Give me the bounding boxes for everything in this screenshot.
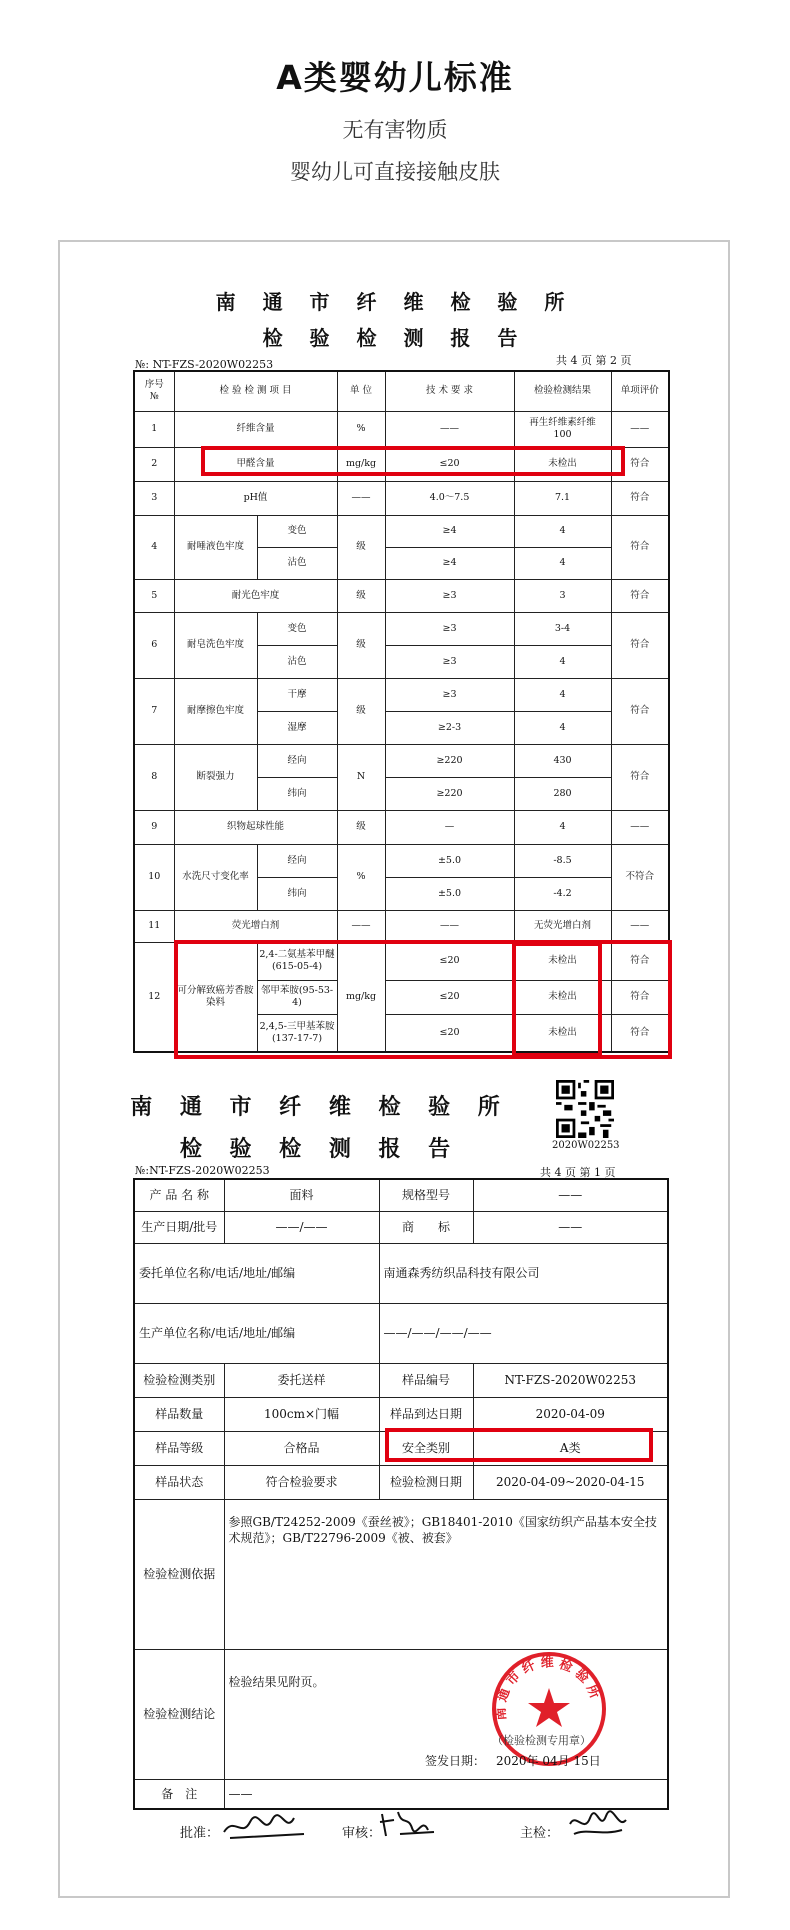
table-row <box>134 678 669 711</box>
row-unit: % <box>337 844 385 910</box>
row-req: ±5.0 <box>385 844 514 877</box>
field-label: 检验检测依据 <box>134 1499 224 1649</box>
row-unit: 级 <box>337 579 385 612</box>
approver-signature <box>220 1808 310 1842</box>
row-eval: 符合 <box>611 612 669 678</box>
row-unit: 级 <box>337 612 385 678</box>
row-subitem: 变色 <box>257 515 337 547</box>
row-result: 430 <box>514 744 611 777</box>
row-subitem: 湿摩 <box>257 711 337 744</box>
report1-org: 南 通 市 纤 维 检 验 所 <box>130 1094 510 1120</box>
table-row <box>134 1303 668 1363</box>
row-subitem: 2,4-二氨基苯甲醚(615-05-4) <box>257 942 337 980</box>
main-inspector-label: 主检： <box>520 1826 560 1841</box>
field-label: 样品数量 <box>134 1397 224 1431</box>
row-result: 4 <box>514 515 611 547</box>
row-result: 再生纤维素纤维 100 <box>514 411 611 447</box>
row-eval: 符合 <box>611 515 669 579</box>
row-subitem: 经向 <box>257 744 337 777</box>
col-result: 检验检测结果 <box>514 371 611 411</box>
field-label: 生产单位名称/电话/地址/邮编 <box>134 1303 379 1363</box>
field-label: 安全类别 <box>379 1431 473 1465</box>
field-value: 委托送样 <box>224 1363 379 1397</box>
field-label: 商 标 <box>379 1211 473 1243</box>
table-row <box>134 447 669 481</box>
row-subitem: 沾色 <box>257 645 337 678</box>
field-value: 参照GB/T24252-2009《蚕丝被》；GB18401-2010《国家纺织产品基本安全技术规范》；GB/T22796-2009《被、被套》 <box>224 1499 668 1649</box>
table-row <box>134 411 669 447</box>
qr-code-icon <box>556 1080 614 1138</box>
table-row <box>134 515 669 547</box>
report2-page: 共 4 页 第 2 页 <box>556 354 632 367</box>
field-label: 样品到达日期 <box>379 1397 473 1431</box>
review-label: 审核： <box>342 1826 382 1841</box>
row-subitem: 经向 <box>257 844 337 877</box>
row-no: 11 <box>134 910 174 942</box>
row-no: 9 <box>134 810 174 844</box>
row-req: ≥3 <box>385 645 514 678</box>
subtitle-line-2: 婴幼儿可直接接触皮肤 <box>290 160 500 184</box>
table-row <box>134 1243 668 1303</box>
row-req: ≤20 <box>385 1014 514 1052</box>
field-value: 合格品 <box>224 1431 379 1465</box>
table-row <box>134 1779 668 1809</box>
table-row <box>134 910 669 942</box>
row-eval: —— <box>611 910 669 942</box>
row-subitem: 纬向 <box>257 777 337 810</box>
row-eval: 符合 <box>611 744 669 810</box>
issue-date: 2020年 04月 15日 <box>496 1754 601 1768</box>
row-unit: % <box>337 411 385 447</box>
svg-text:南 通 市 纤 维 检 验 所: 南 通 市 纤 维 检 验 所 <box>493 1655 603 1721</box>
approve-label: 批准： <box>180 1826 220 1841</box>
row-req: ≤20 <box>385 980 514 1014</box>
row-item: 耐摩擦色牢度 <box>174 678 257 744</box>
table-row <box>134 1211 668 1243</box>
row-eval: —— <box>611 411 669 447</box>
row-req: ≤20 <box>385 447 514 481</box>
col-item: 检 验 检 测 项 目 <box>174 371 337 411</box>
field-label: 检验检测类别 <box>134 1363 224 1397</box>
col-no: 序号 № <box>134 371 174 411</box>
row-eval: —— <box>611 810 669 844</box>
table-row <box>134 810 669 844</box>
row-eval: 符合 <box>611 980 669 1014</box>
field-label: 检验检测日期 <box>379 1465 473 1499</box>
row-result: 280 <box>514 777 611 810</box>
row-subitem: 干摩 <box>257 678 337 711</box>
field-label: 生产日期/批号 <box>134 1211 224 1243</box>
field-value: 南通森秀纺织品科技有限公司 <box>379 1243 668 1303</box>
row-subitem: 邻甲苯胺(95-53-4) <box>257 980 337 1014</box>
row-item: 织物起球性能 <box>174 810 337 844</box>
row-subitem: 纬向 <box>257 877 337 910</box>
field-value: ——/—— <box>224 1211 379 1243</box>
table-row <box>134 1397 668 1431</box>
field-label: 规格型号 <box>379 1179 473 1211</box>
field-value: ——/——/——/—— <box>379 1303 668 1363</box>
field-value: —— <box>473 1211 668 1243</box>
row-item: 断裂强力 <box>174 744 257 810</box>
field-label: 检验检测结论 <box>134 1649 224 1779</box>
row-no: 4 <box>134 515 174 579</box>
row-unit: N <box>337 744 385 810</box>
row-unit: mg/kg <box>337 447 385 481</box>
row-eval: 不符合 <box>611 844 669 910</box>
field-value: 检验结果见附页。 <box>224 1649 668 1779</box>
table-header-row <box>134 371 669 411</box>
field-value: 2020-04-09 <box>473 1397 668 1431</box>
field-value: A类 <box>473 1431 668 1465</box>
row-item: 荧光增白剂 <box>174 910 337 942</box>
test-results-table <box>133 370 670 1053</box>
table-row <box>134 942 669 980</box>
row-result: 未检出 <box>514 980 611 1014</box>
field-label: 备 注 <box>134 1779 224 1809</box>
row-unit: —— <box>337 910 385 942</box>
field-value: NT-FZS-2020W02253 <box>473 1363 668 1397</box>
row-result: 3 <box>514 579 611 612</box>
row-req: 4.0～7.5 <box>385 481 514 515</box>
row-eval: 符合 <box>611 1014 669 1052</box>
row-no: 8 <box>134 744 174 810</box>
table-row <box>134 612 669 645</box>
row-req: ≥3 <box>385 579 514 612</box>
table-row <box>134 1465 668 1499</box>
row-req: — <box>385 810 514 844</box>
row-req: ≥2-3 <box>385 711 514 744</box>
row-result: 4 <box>514 645 611 678</box>
field-label: 委托单位名称/电话/地址/邮编 <box>134 1243 379 1303</box>
report2-org: 南 通 市 纤 维 检 验 所 <box>215 290 575 314</box>
reviewer-signature <box>378 1806 440 1840</box>
row-eval: 符合 <box>611 447 669 481</box>
field-label: 产 品 名 称 <box>134 1179 224 1211</box>
row-item: 甲醛含量 <box>174 447 337 481</box>
row-req: —— <box>385 910 514 942</box>
field-label: 样品编号 <box>379 1363 473 1397</box>
field-value: —— <box>224 1779 668 1809</box>
row-eval: 符合 <box>611 579 669 612</box>
row-no: 12 <box>134 942 174 1052</box>
row-result: 无荧光增白剂 <box>514 910 611 942</box>
row-result: -4.2 <box>514 877 611 910</box>
row-result: -8.5 <box>514 844 611 877</box>
row-item: pH值 <box>174 481 337 515</box>
col-unit: 单 位 <box>337 371 385 411</box>
row-unit: 级 <box>337 678 385 744</box>
row-unit: —— <box>337 481 385 515</box>
report2-number: №: NT-FZS-2020W02253 <box>135 358 274 371</box>
row-item: 耐唾液色牢度 <box>174 515 257 579</box>
stamp-caption: （检验检测专用章） <box>492 1734 591 1747</box>
inspector-signature <box>566 1806 630 1840</box>
row-result: 4 <box>514 678 611 711</box>
row-no: 7 <box>134 678 174 744</box>
row-req: ≥3 <box>385 612 514 645</box>
row-item: 纤维含量 <box>174 411 337 447</box>
report1-number: №:NT-FZS-2020W02253 <box>135 1164 270 1177</box>
table-row <box>134 1431 668 1465</box>
row-req: ≥3 <box>385 678 514 711</box>
field-value: 符合检验要求 <box>224 1465 379 1499</box>
row-req: —— <box>385 411 514 447</box>
row-result: 4 <box>514 547 611 579</box>
row-no: 5 <box>134 579 174 612</box>
row-subitem: 变色 <box>257 612 337 645</box>
col-req: 技 术 要 求 <box>385 371 514 411</box>
row-result: 3-4 <box>514 612 611 645</box>
row-req: ≥4 <box>385 515 514 547</box>
row-eval: 符合 <box>611 481 669 515</box>
table-row <box>134 744 669 777</box>
page-title: A类婴幼儿标准 <box>276 58 514 97</box>
row-item: 水洗尺寸变化率 <box>174 844 257 910</box>
row-unit: mg/kg <box>337 942 385 1052</box>
row-item: 耐光色牢度 <box>174 579 337 612</box>
row-unit: 级 <box>337 810 385 844</box>
row-no: 6 <box>134 612 174 678</box>
field-label: 样品状态 <box>134 1465 224 1499</box>
row-req: ±5.0 <box>385 877 514 910</box>
table-row <box>134 579 669 612</box>
field-value: 2020-04-09~2020-04-15 <box>473 1465 668 1499</box>
row-eval: 符合 <box>611 678 669 744</box>
field-value: —— <box>473 1179 668 1211</box>
official-seal <box>490 1650 608 1768</box>
row-result: 7.1 <box>514 481 611 515</box>
row-no: 3 <box>134 481 174 515</box>
table-row <box>134 1179 668 1211</box>
table-row <box>134 1499 668 1649</box>
col-eval: 单项评价 <box>611 371 669 411</box>
row-req: ≤20 <box>385 942 514 980</box>
row-eval: 符合 <box>611 942 669 980</box>
row-result: 未检出 <box>514 942 611 980</box>
row-item: 耐皂洗色牢度 <box>174 612 257 678</box>
row-result: 4 <box>514 711 611 744</box>
field-label: 样品等级 <box>134 1431 224 1465</box>
row-result: 4 <box>514 810 611 844</box>
row-result: 未检出 <box>514 447 611 481</box>
row-req: ≥220 <box>385 744 514 777</box>
row-req: ≥4 <box>385 547 514 579</box>
table-row <box>134 481 669 515</box>
qr-label: 2020W02253 <box>552 1140 620 1151</box>
table-row <box>134 844 669 877</box>
row-no: 10 <box>134 844 174 910</box>
table-row <box>134 1363 668 1397</box>
row-subitem: 沾色 <box>257 547 337 579</box>
row-subitem: 2,4,5-三甲基苯胺(137-17-7) <box>257 1014 337 1052</box>
report1-title: 检 验 检 测 报 告 <box>179 1136 461 1162</box>
issue-date-label: 签发日期： <box>425 1754 486 1768</box>
subtitle-line-1: 无有害物质 <box>342 118 448 142</box>
report1-page: 共 4 页 第 1 页 <box>540 1166 616 1179</box>
row-unit: 级 <box>337 515 385 579</box>
field-value: 面料 <box>224 1179 379 1211</box>
report2-title: 检 验 检 测 报 告 <box>262 326 528 350</box>
row-no: 2 <box>134 447 174 481</box>
row-result: 未检出 <box>514 1014 611 1052</box>
row-no: 1 <box>134 411 174 447</box>
row-item: 可分解致癌芳香胺染料 <box>174 942 257 1052</box>
row-req: ≥220 <box>385 777 514 810</box>
field-value: 100cm×门幅 <box>224 1397 379 1431</box>
